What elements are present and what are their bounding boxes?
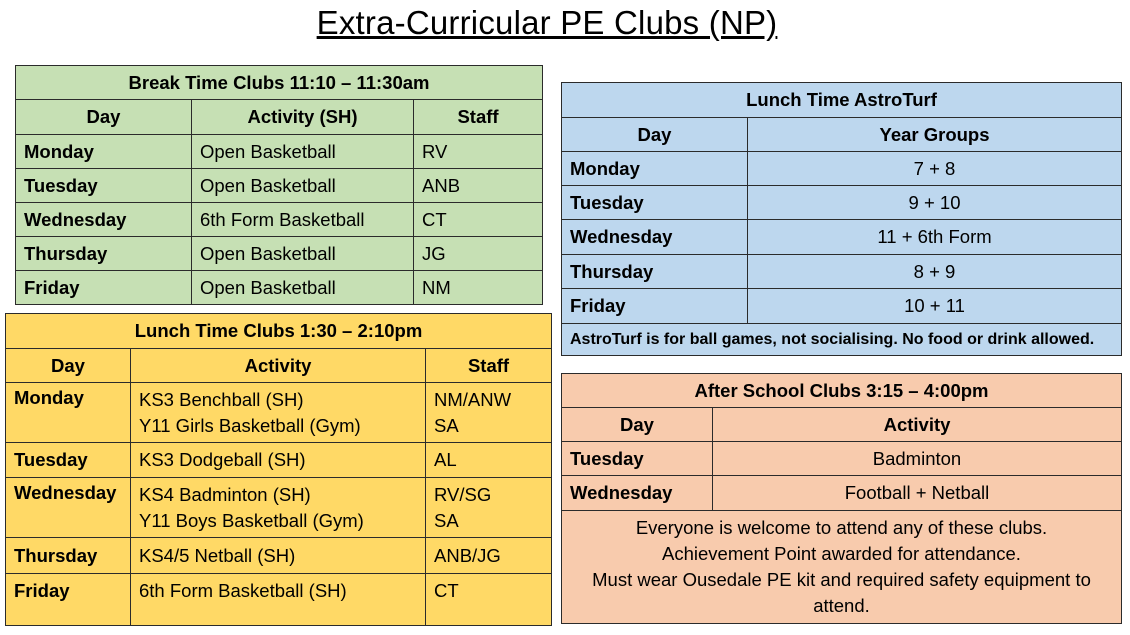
activity-cell [131, 383, 426, 443]
staff-cell: JG [414, 237, 543, 271]
table-row [16, 135, 543, 169]
day-cell: Thursday [16, 237, 192, 271]
activity-cell: Open Basketball [192, 271, 414, 305]
day-cell: Wednesday [562, 220, 748, 255]
column-header-day: Day [16, 100, 192, 135]
activity-cell [131, 478, 426, 538]
activity-line: KS3 Benchball (SH) [139, 389, 304, 410]
staff-cell: RV [414, 135, 543, 169]
day-cell: Wednesday [6, 478, 131, 538]
break-time-clubs-table [15, 65, 543, 305]
table-row [16, 271, 543, 305]
after-school-clubs-table [561, 373, 1122, 624]
table-row [16, 203, 543, 237]
day-cell: Monday [562, 152, 748, 186]
table-row [6, 478, 552, 538]
table-row [6, 574, 552, 626]
activity-cell: Badminton [713, 442, 1122, 476]
activity-cell: 6th Form Basketball (SH) [131, 574, 426, 626]
staff-cell: NM [414, 271, 543, 305]
year-groups-cell: 11 + 6th Form [748, 220, 1122, 255]
staff-cell [426, 383, 552, 443]
after-school-note [562, 511, 1122, 624]
activity-cell: 6th Form Basketball [192, 203, 414, 237]
table-row [6, 443, 552, 478]
column-header-year-groups: Year Groups [748, 118, 1122, 152]
column-header-activity: Activity [131, 349, 426, 383]
staff-line: SA [434, 415, 459, 436]
day-cell: Wednesday [562, 476, 713, 511]
day-cell: Monday [16, 135, 192, 169]
staff-cell: ANB/JG [426, 538, 552, 574]
astroturf-table [561, 82, 1122, 356]
activity-cell: Open Basketball [192, 237, 414, 271]
note-line: Must wear Ousedale PE kit and required safety equipment to attend. [592, 569, 1091, 616]
table-row [562, 442, 1122, 476]
day-cell: Wednesday [16, 203, 192, 237]
day-cell: Thursday [562, 255, 748, 289]
day-cell: Tuesday [6, 443, 131, 478]
table-row [6, 538, 552, 574]
activity-line: Y11 Girls Basketball (Gym) [139, 415, 361, 436]
table-row [562, 186, 1122, 220]
staff-cell: CT [414, 203, 543, 237]
column-header-day: Day [562, 118, 748, 152]
after-school-title: After School Clubs 3:15 – 4:00pm [562, 374, 1122, 408]
day-cell: Friday [6, 574, 131, 626]
year-groups-cell: 10 + 11 [748, 289, 1122, 324]
note-line: Achievement Point awarded for attendance. [662, 543, 1021, 564]
astroturf-note: AstroTurf is for ball games, not socialising. No food or drink allowed. [562, 324, 1122, 356]
activity-cell: KS3 Dodgeball (SH) [131, 443, 426, 478]
staff-line: RV/SG [434, 484, 492, 505]
day-cell: Monday [6, 383, 131, 443]
year-groups-cell: 9 + 10 [748, 186, 1122, 220]
day-cell: Tuesday [562, 186, 748, 220]
day-cell: Friday [16, 271, 192, 305]
day-cell: Tuesday [562, 442, 713, 476]
activity-cell: KS4/5 Netball (SH) [131, 538, 426, 574]
staff-cell: AL [426, 443, 552, 478]
table-row [562, 476, 1122, 511]
table-row [16, 169, 543, 203]
column-header-activity: Activity [713, 408, 1122, 442]
year-groups-cell: 7 + 8 [748, 152, 1122, 186]
year-groups-cell: 8 + 9 [748, 255, 1122, 289]
table-row [562, 220, 1122, 255]
page-title: Extra-Curricular PE Clubs (NP) [316, 4, 778, 41]
astroturf-title: Lunch Time AstroTurf [562, 83, 1122, 118]
activity-line: Y11 Boys Basketball (Gym) [139, 510, 364, 531]
day-cell: Tuesday [16, 169, 192, 203]
activity-cell: Open Basketball [192, 169, 414, 203]
staff-cell: CT [426, 574, 552, 626]
activity-cell: Open Basketball [192, 135, 414, 169]
table-row [562, 152, 1122, 186]
lunch-time-clubs-table [5, 313, 552, 626]
staff-cell: ANB [414, 169, 543, 203]
staff-line: SA [434, 510, 459, 531]
lunch-clubs-title: Lunch Time Clubs 1:30 – 2:10pm [6, 314, 552, 349]
activity-cell: Football + Netball [713, 476, 1122, 511]
break-time-title: Break Time Clubs 11:10 – 11:30am [16, 66, 543, 100]
column-header-day: Day [6, 349, 131, 383]
note-line: Everyone is welcome to attend any of these clubs. [635, 517, 1048, 538]
day-cell: Thursday [6, 538, 131, 574]
table-row [6, 383, 552, 443]
table-row [562, 255, 1122, 289]
staff-line: NM/ANW [434, 389, 512, 410]
column-header-staff: Staff [426, 349, 552, 383]
staff-cell [426, 478, 552, 538]
table-row [16, 237, 543, 271]
column-header-activity: Activity (SH) [192, 100, 414, 135]
activity-line: KS4 Badminton (SH) [139, 484, 311, 505]
column-header-day: Day [562, 408, 713, 442]
day-cell: Friday [562, 289, 748, 324]
column-header-staff: Staff [414, 100, 543, 135]
table-row [562, 289, 1122, 324]
